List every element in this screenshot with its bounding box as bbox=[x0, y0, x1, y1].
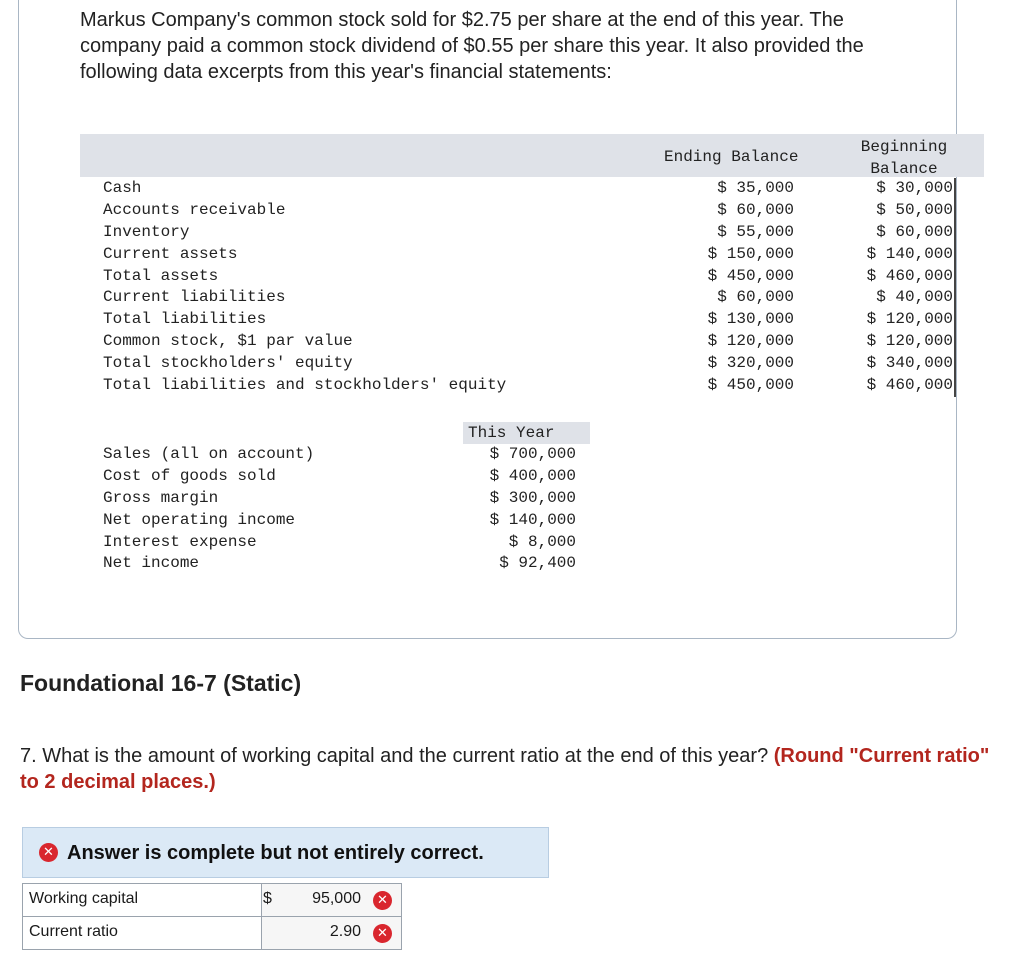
currency-symbol: $ bbox=[263, 890, 272, 907]
ending-balance-values bbox=[690, 178, 794, 397]
feedback-banner bbox=[22, 827, 549, 878]
answer-row-working-capital bbox=[22, 883, 402, 917]
table-row-label: Total liabilities and stockholders' equity bbox=[103, 376, 507, 395]
table-row-label: Cash bbox=[103, 179, 142, 197]
incorrect-icon: ✕ bbox=[373, 891, 392, 910]
col-ending-balance: Ending Balance bbox=[664, 148, 799, 166]
col-this-year: This Year bbox=[468, 424, 555, 442]
table-cell: $ 400,000 bbox=[489, 466, 576, 485]
table-cell: $ 60,000 bbox=[852, 222, 956, 244]
table-cell: $ 120,000 bbox=[852, 331, 956, 353]
table-cell: $ 450,000 bbox=[707, 266, 794, 285]
answer-label: Current ratio bbox=[29, 923, 118, 940]
answer-label: Working capital bbox=[29, 890, 139, 907]
table-cell: $ 8,000 bbox=[508, 532, 576, 551]
answer-value: 2.90 bbox=[329, 923, 361, 940]
table-row-label: Current assets bbox=[103, 244, 238, 263]
balance-sheet-header bbox=[80, 134, 984, 177]
answer-row-current-ratio bbox=[22, 916, 402, 950]
answer-value: 95,000 bbox=[312, 890, 361, 907]
table-row-label: Current liabilities bbox=[103, 288, 286, 307]
table-cell: $ 55,000 bbox=[717, 222, 794, 241]
table-row-label: Net income bbox=[103, 554, 200, 573]
table-cell: $ 50,000 bbox=[852, 200, 956, 222]
table-cell: $ 450,000 bbox=[707, 376, 794, 395]
table-cell: $ 60,000 bbox=[717, 200, 794, 219]
table-row-label: Interest expense bbox=[103, 532, 257, 551]
table-row-label: Total assets bbox=[103, 266, 219, 285]
table-row-label: Sales (all on account) bbox=[103, 445, 315, 463]
table-cell: $ 700,000 bbox=[489, 445, 576, 463]
table-row-label: Net operating income bbox=[103, 510, 296, 529]
table-row-label: Accounts receivable bbox=[103, 200, 286, 219]
table-row-label: Common stock, $1 par value bbox=[103, 332, 353, 351]
table-cell: $ 140,000 bbox=[489, 510, 576, 529]
table-row-label: Total liabilities bbox=[103, 310, 267, 329]
table-cell: $ 60,000 bbox=[717, 288, 794, 307]
table-cell: $ 130,000 bbox=[707, 310, 794, 329]
col-beginning-balance: Beginning Balance bbox=[860, 138, 948, 178]
question-body: 7. What is the amount of working capital and the current ratio at the end of this year? bbox=[20, 745, 769, 767]
question-instruction: (Round "Current ratio" to 2 decimal places.) bbox=[20, 745, 990, 793]
table-row-label: Inventory bbox=[103, 222, 190, 241]
section-title: Foundational 16-7 (Static) bbox=[20, 670, 302, 696]
income-statement-header bbox=[80, 422, 590, 444]
table-row-label: Total stockholders' equity bbox=[103, 354, 353, 373]
incorrect-icon: ✕ bbox=[39, 843, 58, 862]
table-row-label: Cost of goods sold bbox=[103, 466, 276, 485]
income-statement-labels bbox=[103, 444, 314, 575]
table-cell: $ 35,000 bbox=[717, 179, 794, 197]
table-cell: $ 120,000 bbox=[707, 332, 794, 351]
table-cell: $ 460,000 bbox=[852, 375, 956, 397]
table-cell: $ 340,000 bbox=[852, 353, 956, 375]
table-cell: $ 300,000 bbox=[489, 488, 576, 507]
feedback-message: Answer is complete but not entirely correct. bbox=[67, 842, 484, 864]
table-cell: $ 120,000 bbox=[852, 309, 956, 331]
table-cell: $ 40,000 bbox=[852, 287, 956, 309]
table-cell: $ 460,000 bbox=[852, 266, 956, 288]
balance-sheet-labels bbox=[103, 178, 506, 397]
table-cell: $ 92,400 bbox=[499, 554, 576, 573]
table-cell: $ 140,000 bbox=[852, 244, 956, 266]
table-cell: $ 30,000 bbox=[852, 178, 956, 200]
incorrect-icon: ✕ bbox=[373, 924, 392, 943]
problem-intro: Markus Company's common stock sold for $2.75 per share at the end of this year. The company paid a common stock dividend of $0.55 per share this year. It also provided the following data excerpts from this year's financial statements: bbox=[80, 9, 864, 83]
table-cell: $ 320,000 bbox=[707, 354, 794, 373]
beginning-balance-values bbox=[852, 178, 956, 397]
table-cell: $ 150,000 bbox=[707, 244, 794, 263]
table-row-label: Gross margin bbox=[103, 488, 219, 507]
question-text bbox=[20, 743, 1000, 795]
this-year-values bbox=[460, 444, 576, 575]
